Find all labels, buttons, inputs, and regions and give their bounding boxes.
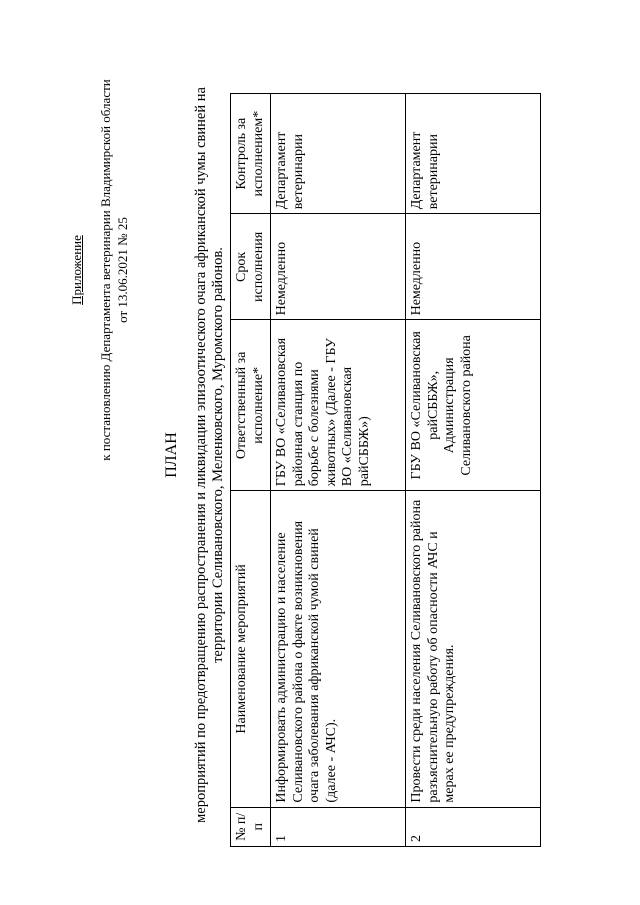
header-responsible: Ответственный за исполнение*	[231, 320, 271, 491]
row-responsible: ГБУ ВО «Селивановская райСББЖ», Администрация Селивановского района	[406, 320, 541, 491]
plan-heading	[163, 25, 227, 885]
plan-subtitle-line-2: территории Селивановского, Меленковского, Муромского районов.	[210, 247, 226, 663]
appendix-line-1: к постановлению Департамента ветеринарии Владимирской области	[98, 79, 113, 461]
row-control: Департамент ветеринарии	[271, 94, 406, 214]
row-deadline: Немедленно	[406, 214, 541, 320]
table-header-row	[231, 94, 271, 847]
appendix-title: Приложение	[69, 235, 84, 305]
row-action: Информировать администрацию и население Селивановского района о факте возникновения очага заболевания африканской чумой свиней (далее - АЧС).	[271, 491, 406, 807]
appendix-line-2: от 13.06.2021 № 25	[115, 217, 130, 323]
table-row	[406, 94, 541, 847]
header-number: № п/п	[231, 807, 271, 846]
row-control: Департамент ветеринарии	[406, 94, 541, 214]
header-control: Контроль за исполнением*	[231, 94, 271, 214]
header-action: Наименование мероприятий	[231, 491, 271, 807]
row-action: Провести среди населения Селивановского района разъяснительную работу об опасности АЧС и мерах ее предупреждения.	[406, 491, 541, 807]
plan-title: ПЛАН	[163, 432, 180, 478]
plan-table	[230, 93, 541, 847]
rotated-content	[30, 25, 630, 885]
header-deadline: Срок исполнения	[231, 214, 271, 320]
table-row	[271, 94, 406, 847]
row-number: 1	[271, 807, 406, 846]
row-number: 2	[406, 807, 541, 846]
plan-subtitle-line-1: мероприятий по предотвращению распространения и ликвидации эпизоотического очага африканской чумы свиней на	[193, 87, 209, 823]
appendix-block	[68, 55, 131, 485]
row-deadline: Немедленно	[271, 214, 406, 320]
row-responsible: ГБУ ВО «Селивановская районная станция по борьбе с болезнями животных» (Далее - ГБУ ВО «Селивановская райСББЖ»)	[271, 320, 406, 491]
